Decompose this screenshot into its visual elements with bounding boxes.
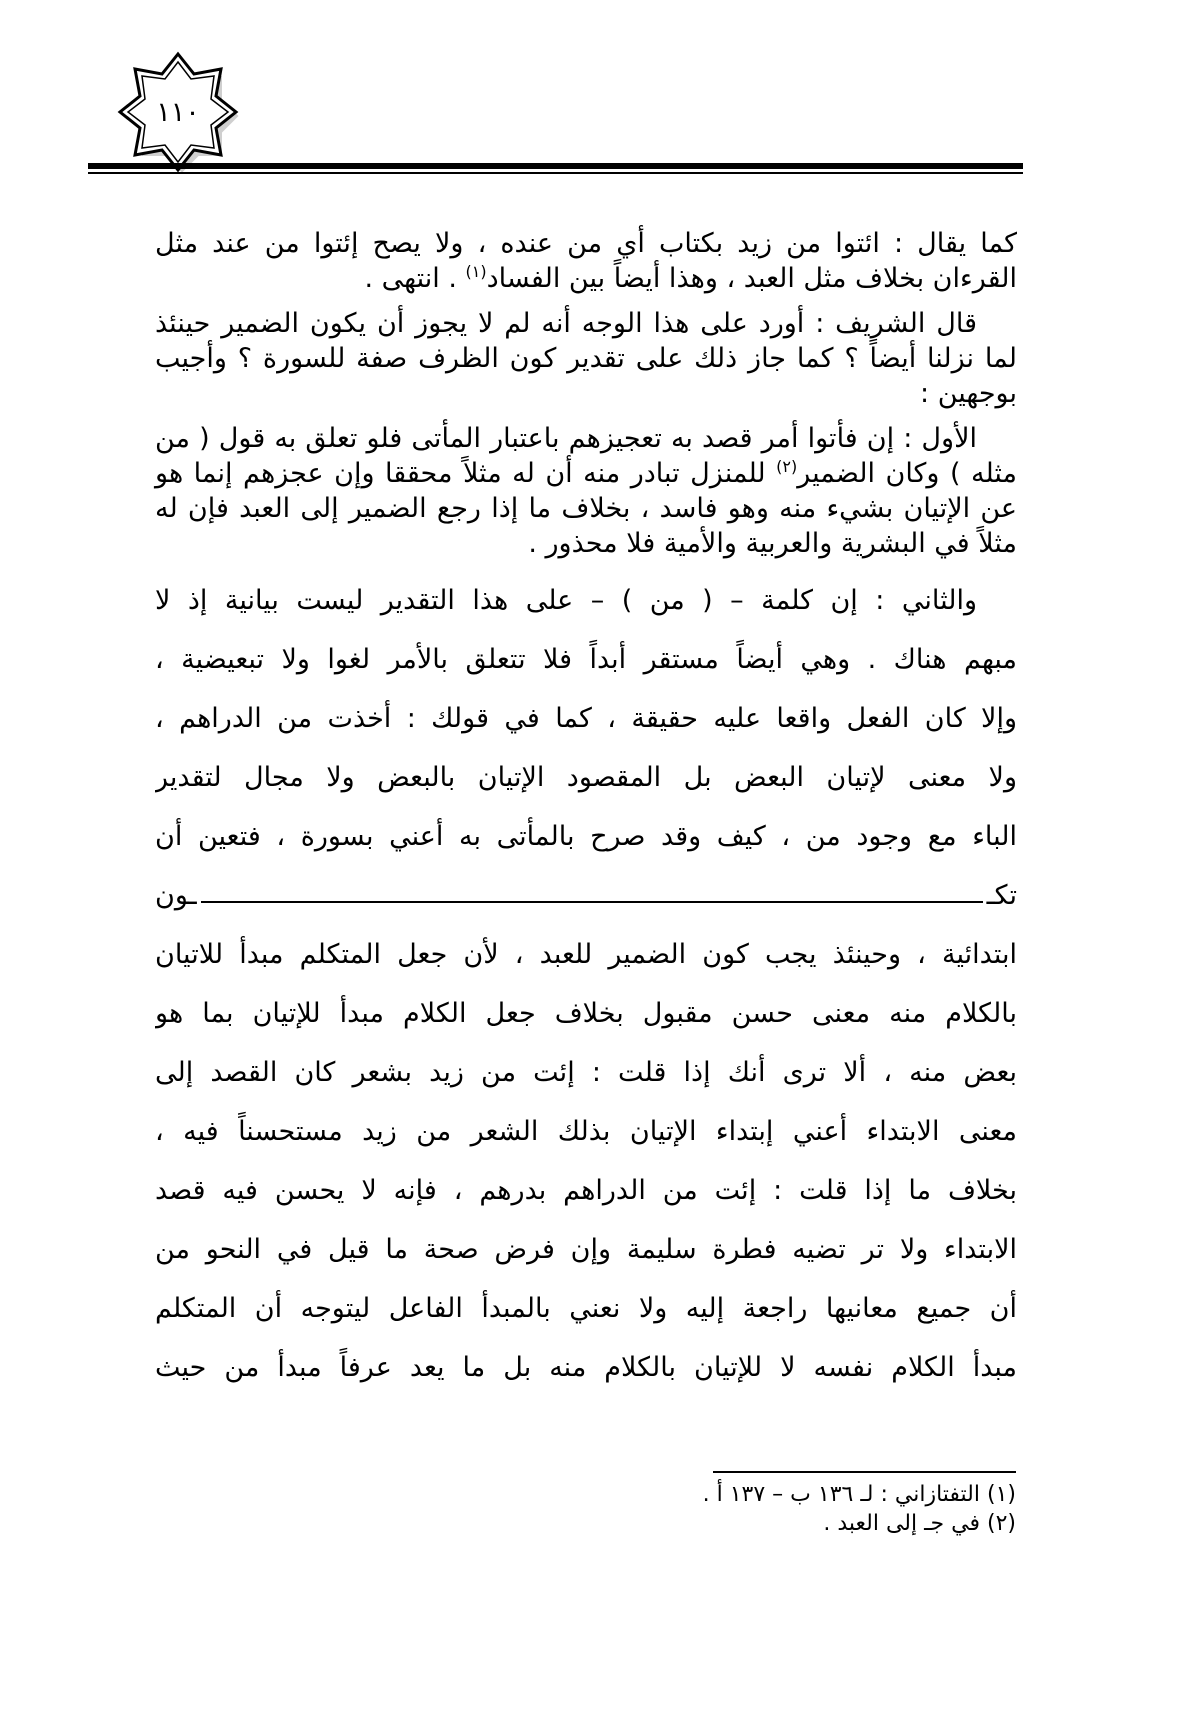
paragraph-3: الأول : إن فأتوا أمر قصد به تعجيزهم باعتبار المأتى فلو تعلق به قول ( من مثله ) وكان الضمير$^{(٢)}$ للمنزل تبادر منه أن له مثلاً محققا وإن عجزهم إنما هو عن الإتيان بشيء منه وهو فاسد ، بخلاف ما إذا رجع الضمير إلى العبد فإن له مثلاً في البشرية والعربية والأمية فلا محذور .	[155, 423, 1017, 559]
stretched-word-start: تكـ	[986, 880, 1017, 911]
footnote-ref-1: (١)	[465, 262, 487, 281]
text-line: معنى الابتداء أعني إبتداء الإتيان بذلك الشعر من زيد مستحسناً فيه ،	[155, 1116, 1017, 1147]
kashida-stretch	[201, 901, 983, 903]
text-line: الباء مع وجود من ، كيف وقد صرح بالمأتى به أعني بسورة ، فتعين أن	[155, 821, 1017, 852]
text-line: مبهم هناك . وهي أيضاً مستقر أبداً فلا تتعلق بالأمر لغوا ولا تبعيضية ،	[155, 644, 1017, 675]
stretched-word-end: ـون	[155, 880, 197, 911]
paragraph-2: قال الشريف : أورد على هذا الوجه أنه لم لا يجوز أن يكون الضمير حينئذ لما نزلنا أيضاً ؟ كما جاز ذلك على تقدير كون الظرف صفة للسورة ؟ وأجيب بوجهين :	[155, 308, 1017, 409]
text-line: ولا معنى لإتيان البعض بل المقصود الإتيان بالبعض ولا مجال لتقدير	[155, 762, 1017, 793]
paragraph-1: كما يقال : ائتوا من زيد بكتاب أي من عنده ، ولا يصح إئتوا من عند مثل القرءان بخلاف مثل العبد ، وهذا أيضاً بين الفساد$^{(١)}$ . انتهى .	[155, 228, 1017, 294]
paragraph-4	[155, 571, 1017, 1397]
stretched-word-line	[155, 866, 1017, 925]
text-line: أن جميع معانيها راجعة إليه ولا نعني بالمبدأ الفاعل ليتوجه أن المتكلم	[155, 1293, 1017, 1324]
header-rule-thin	[88, 172, 1023, 174]
text-line: وإلا كان الفعل واقعا عليه حقيقة ، كما في قولك : أخذت من الدراهم ،	[155, 703, 1017, 734]
text-line: ابتدائية ، وحينئذ يجب كون الضمير للعبد ، لأن جعل المتكلم مبدأ للاتيان	[155, 939, 1017, 970]
text-line: مبدأ الكلام نفسه لا للإتيان بالكلام منه بل ما يعد عرفاً مبدأ من حيث	[155, 1352, 1017, 1383]
text-line: الابتداء ولا تر تضيه فطرة سليمة وإن فرض صحة ما قيل في النحو من	[155, 1234, 1017, 1265]
footnote-separator	[713, 1471, 1016, 1473]
text-line: والثاني : إن كلمة – ( من ) – على هذا التقدير ليست بيانية إذ لا	[155, 585, 977, 616]
text-line: بخلاف ما إذا قلت : إئت من الدراهم بدرهم ، فإنه لا يحسن فيه قصد	[155, 1175, 1017, 1206]
footnote-2: (٢) في جـ إلى العبد .	[823, 1511, 1016, 1536]
page-number-badge	[110, 44, 246, 180]
footnote-ref-2: (٢)	[776, 457, 798, 476]
footnote-1: (١) التفتازاني : لـ ١٣٦ ب – ١٣٧ أ .	[702, 1482, 1016, 1507]
header-rule-thick	[88, 163, 1023, 169]
main-text	[155, 226, 1017, 1397]
footnotes	[560, 1480, 1016, 1538]
page-number: ١١٠	[156, 96, 200, 128]
text-line: بالكلام منه معنى حسن مقبول بخلاف جعل الكلام مبدأ للإتيان بما هو	[155, 998, 1017, 1029]
text-line: بعض منه ، ألا ترى أنك إذا قلت : إئت من زيد بشعر كان القصد إلى	[155, 1057, 1017, 1088]
